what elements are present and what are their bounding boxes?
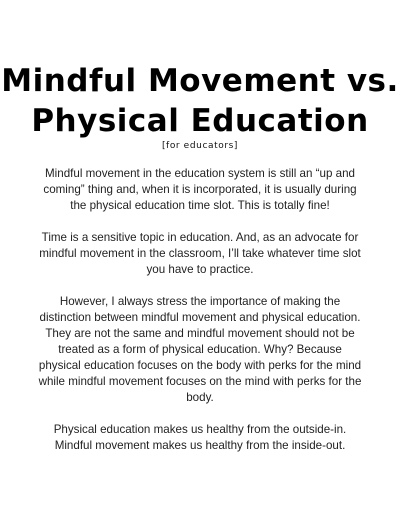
subtitle: [for educators] bbox=[161, 141, 239, 151]
title-line-2: Physical Education bbox=[31, 103, 369, 139]
paragraph-4: Physical education makes us healthy from the outside-in. Mindful movement makes us healthy from the inside-out. bbox=[53, 423, 347, 452]
paragraph-1: Mindful movement in the education system is still an “up and coming” thing and, when it is incorporated, it is usually during the physical education time slot. This is totally fine! bbox=[43, 167, 357, 212]
body-text bbox=[38, 166, 362, 470]
title-line-1: Mindful Movement vs. bbox=[1, 63, 399, 99]
paragraph-2: Time is a sensitive topic in education. And, as an advocate for mindful movement in the classroom, I’ll take whatever time slot you have to practice. bbox=[39, 231, 361, 276]
paragraph-3: However, I always stress the importance of making the distinction between mindful movement and physical education. They are not the same and mindful movement should not be treated as a form of physical education. Why? Because physical education focuses on the body with perks for the mind while mindful movement focuses on the mind with perks for the body. bbox=[38, 295, 362, 404]
